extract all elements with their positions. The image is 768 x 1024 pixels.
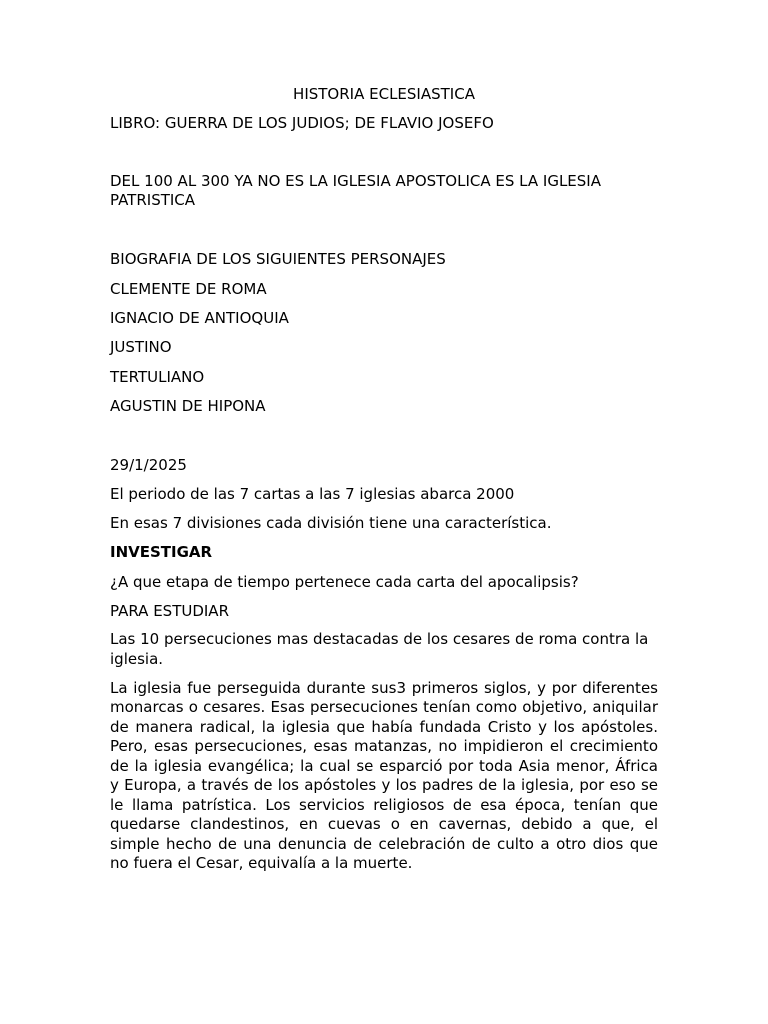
blank-line: [110, 143, 658, 172]
study-heading: PARA ESTUDIAR: [110, 602, 229, 621]
character-item: AGUSTIN DE HIPONA: [110, 396, 266, 415]
period-note: DEL 100 AL 300 YA NO ES LA IGLESIA APOSTOLICA ES LA IGLESIA PATRISTICA: [110, 171, 606, 210]
biography-heading: BIOGRAFIA DE LOS SIGUIENTES PERSONAJES: [110, 250, 446, 269]
date-line: 29/1/2025: [110, 455, 187, 474]
cartas-line: El periodo de las 7 cartas a las 7 iglesias abarca 2000: [110, 484, 515, 503]
investigar-heading: INVESTIGAR: [110, 543, 213, 562]
blank-line: [110, 425, 658, 454]
blank-line: [110, 220, 658, 249]
divisiones-line: En esas 7 divisiones cada división tiene una característica.: [110, 514, 552, 533]
character-item: IGNACIO DE ANTIOQUIA: [110, 309, 289, 328]
persecutions-line: Las 10 persecuciones mas destacadas de los cesares de roma contra la iglesia.: [110, 630, 654, 668]
question-line: ¿A que etapa de tiempo pertenece cada carta del apocalipsis?: [110, 572, 579, 591]
document-body: [110, 84, 658, 874]
book-line: LIBRO: GUERRA DE LOS JUDIOS; DE FLAVIO JOSEFO: [110, 114, 494, 133]
character-item: JUSTINO: [110, 338, 172, 357]
document-title: HISTORIA ECLESIASTICA: [293, 85, 475, 103]
character-item: CLEMENTE DE ROMA: [110, 279, 267, 298]
persecution-paragraph: La iglesia fue perseguida durante sus3 primeros siglos, y por diferentes monarcas o cesares. Esas persecuciones tenían como objetivo, aniquilar de manera radical, la iglesia que había fundada Cristo y los apóstoles. Pero, esas persecuciones, esas matanzas, no impidieron el crecimiento de la iglesia evangélica; la cual se esparció por toda Asia menor, África y Europa, a través de los apóstoles y los padres de la iglesia, por eso se le llama patrística. Los servicios religiosos de esa época, tenían que quedarse clandestinos, en cuevas o en cavernas, debido a que, el simple hecho de una denuncia de celebración de culto a otro dios que no fuera el Cesar, equivalía a la muerte.: [110, 678, 658, 873]
character-item: TERTULIANO: [110, 367, 205, 386]
